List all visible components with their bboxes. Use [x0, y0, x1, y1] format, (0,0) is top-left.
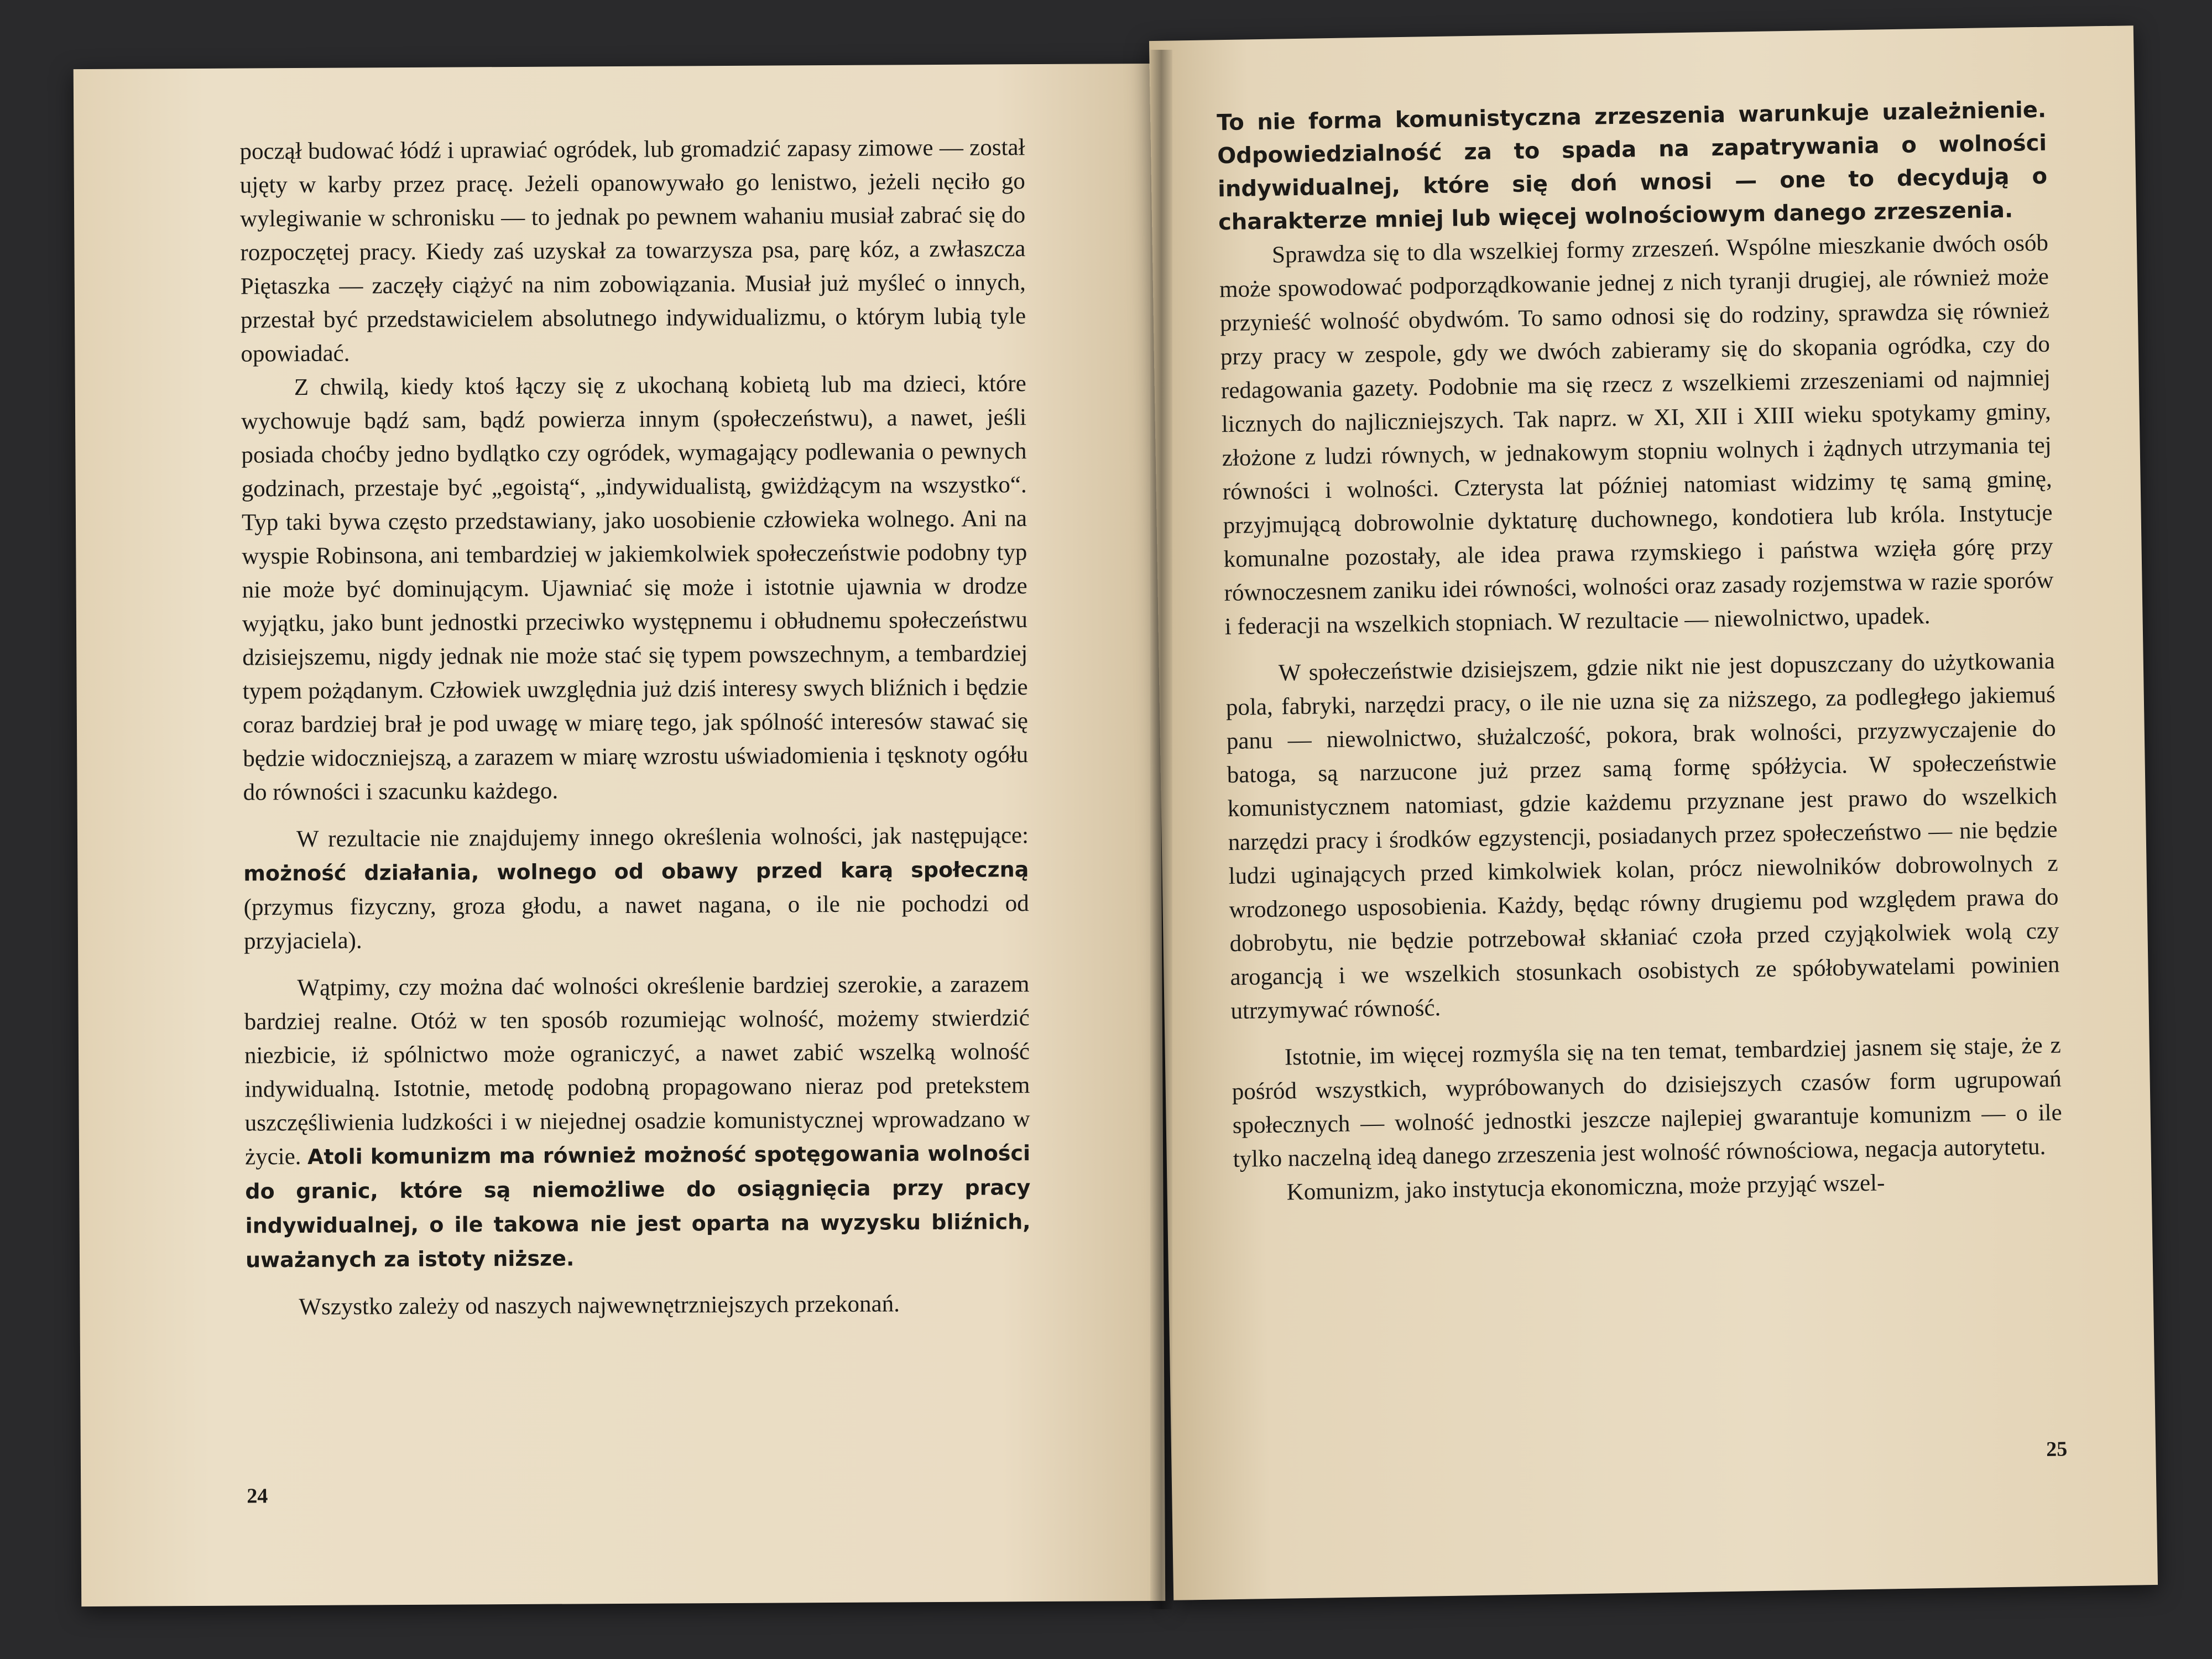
left-paragraph-2: Z chwilą, kiedy ktoś łączy się z ukochaną kobietą lub ma dzieci, które wychowuje bądź sam, bądź powierza innym (społeczeństwu), a nawet, jeśli posiada choćby jedno bydlątko czy ogródek, wymagający podlewania o pewnych godzinach, przestaje być „egoistą“, „indywidualistą, gwiżdżącym na wszystko“. Typ taki bywa często przedstawiany, jako uosobienie człowieka wolnego. Ani na wyspie Robinsona, ani tembardziej w jakiemkolwiek społeczeństwie podobny typ nie może być dominującym. Ujawniać się może i istotnie ujawnia w drodze wyjątku, jako bunt jednostki przeciwko występnemu i obłudnemu społeczeństwu dzisiejszemu, nigdy jednak nie może stać się typem powszechnym, a tembardziej typem pożądanym. Człowiek uwzględnia już dziś interesy swych bliźnich i będzie coraz bardziej brał je pod uwagę w miarę tego, jak spólność interesów stawać się będzie widoczniejszą, a zarazem w miarę wzrostu uświadomienia i tęsknoty ogółu do równości i szacunku każdego. — [241, 371, 1029, 806]
left-paragraph-4-text: Wątpimy, czy można dać wolności określenie bardziej szerokie, a zarazem bardziej realne. Otóż w ten sposób rozumiejąc wolność, możemy stwierdzić niezbicie, iż spólnictwo może ograniczyć, a nawet zabić wszelką wolność indywidualną. Istotnie, metodę podobną propagowano nieraz pod pretekstem uszczęśliwienia ludzkości i w niejednej osadzie komunistycznej wprowadzano w życie. — [244, 971, 1030, 1170]
right-paragraph-2: Sprawdza się to dla wszelkiej formy zrzeszeń. Wspólne mieszkanie dwóch osób może spowodować podporządkowanie jednej z nich tyranji drugiej, ale również może przynieść wolność obydwóm. To samo odnosi się do rodziny, sprawdza się również przy pracy w zespole, gdy we dwóch zabieramy się do skopania ogródka, czy do redagowania gazety. Podobnie ma się rzecz z wszelkiemi zrzeszeniami od najmniej licznych do najliczniejszych. Tak naprz. w XI, XII i XIII wieku spotykamy gminy, złożone z ludzi równych, w jednakowym stopniu wolnych i żądnych utrzymania tej równości i wolności. Czterysta lat później natomiast widzimy tę samą gminę, przyjmującą dobrowolnie dyktaturę duchownego, kondotiera lub króla. Instytucje komunalne pozostały, ale idea prawa rzymskiego i państwa wzięła górę przy równoczesnem zaniku idei równości, wolności oraz zasady rozjemstwa w razie sporów i federacji na wszelkich stopniach. W rezultacie — niewolnictwo, upadek. — [1219, 229, 2054, 640]
left-paragraph-3 — [243, 818, 1029, 958]
right-page — [1149, 25, 2158, 1600]
book-spine-shadow — [1150, 50, 1172, 1609]
right-paragraph-1: To nie forma komunistyczna zrzeszenia warunkuje uzależnienie. Odpowiedzialność za to spada na zapatrywania o wolności indywidualnej, które się doń wnosi — one to decydują o charakterze mniej lub więcej wolnościowym danego zrzeszenia. — [1216, 97, 2048, 236]
left-paragraph-3-intro: W rezultacie nie znajdujemy innego określenia wolności, jak następujące: — [296, 822, 1029, 853]
left-paragraph-4-emphasis: Atoli komunizm ma również możność spotęgowania wolności do granic, które są niemożliwe do osiągnięcia przy pracy indywidualnej, o ile takowa nie jest oparta na wyzysku bliźnich, uważanych za istoty niższe. — [245, 1141, 1031, 1272]
left-paragraph-4 — [244, 967, 1031, 1277]
left-paragraph-3-rest: (przymus fizyczny, groza głodu, a nawet nagana, o ile nie pochodzi od przyjaciela). — [243, 890, 1029, 954]
left-paragraph-5: Wszystko zależy od naszych najwewnętrzniejszych przekonań. — [299, 1291, 900, 1321]
right-paragraph-5: Komunizm, jako instytucja ekonomiczna, może przyjąć wszel- — [1286, 1170, 1885, 1206]
right-paragraph-3: W społeczeństwie dzisiejszem, gdzie nikt nie jest dopuszczany do użytkowania pola, fabryki, narzędzi pracy, o ile nie uzna się za niższego, za podległego jakiemuś panu — niewolnictwo, służalczość, pokora, brak wolności, przyzwyczajenie do batoga, są narzucone już przez samą formę spółżycia. W społeczeństwie komunistycznem natomiast, gdzie każdemu przyznane jest prawo do wszelkich narzędzi pracy i środków egzystencji, posiadanych przez społeczeństwo — nie będzie ludzi uginających przed kimkolwiek kolan, prócz niewolników dobrowolnych z wrodzonego usposobienia. Każdy, będąc równy drugiemu pod względem prawa do dobrobytu, nie będzie potrzebował skłaniać czoła przed czyjąkolwiek wolą czy arogancją i we wszelkich stosunkach osobistych ze spółobywatelami powinien utrzymywać równość. — [1225, 648, 2060, 1025]
right-page-number: 25 — [2046, 1437, 2068, 1461]
right-paragraph-4: Istotnie, im więcej rozmyśla się na ten temat, tembardziej jasnem się staje, że z pośród wszystkich, wypróbowanych do dzisiejszych czasów form ugrupowań społecznych — wolność jednostki jeszcze najlepiej gwarantuje komunizm — o ile tylko naczelną ideą danego zrzeszenia jest wolność równościowa, negacja autorytetu. — [1232, 1032, 2062, 1173]
left-page-number: 24 — [247, 1484, 268, 1508]
left-page — [74, 64, 1166, 1606]
left-paragraph-3-definition: możność działania, wolnego od obawy przed karą społeczną — [243, 857, 1029, 886]
left-paragraph-1: począł budować łódź i uprawiać ogródek, lub gromadzić zapasy zimowe — został ujęty w karby przez pracę. Jeżeli opanowywało go lenistwo, jeżeli nęciło go wylegiwanie w schronisku — to jednak po pewnem wahaniu musiał zabrać się do rozpoczętej pracy. Kiedy zaś uzyskał za towarzysza psa, parę kóz, a zwłaszcza Piętaszka — zaczęły ciążyć na nim zobowiązania. Musiał już myśleć o innych, przestał być przedstawicielem absolutnego indywidualizmu, o którym lubią tyle opowiadać. — [239, 134, 1026, 367]
